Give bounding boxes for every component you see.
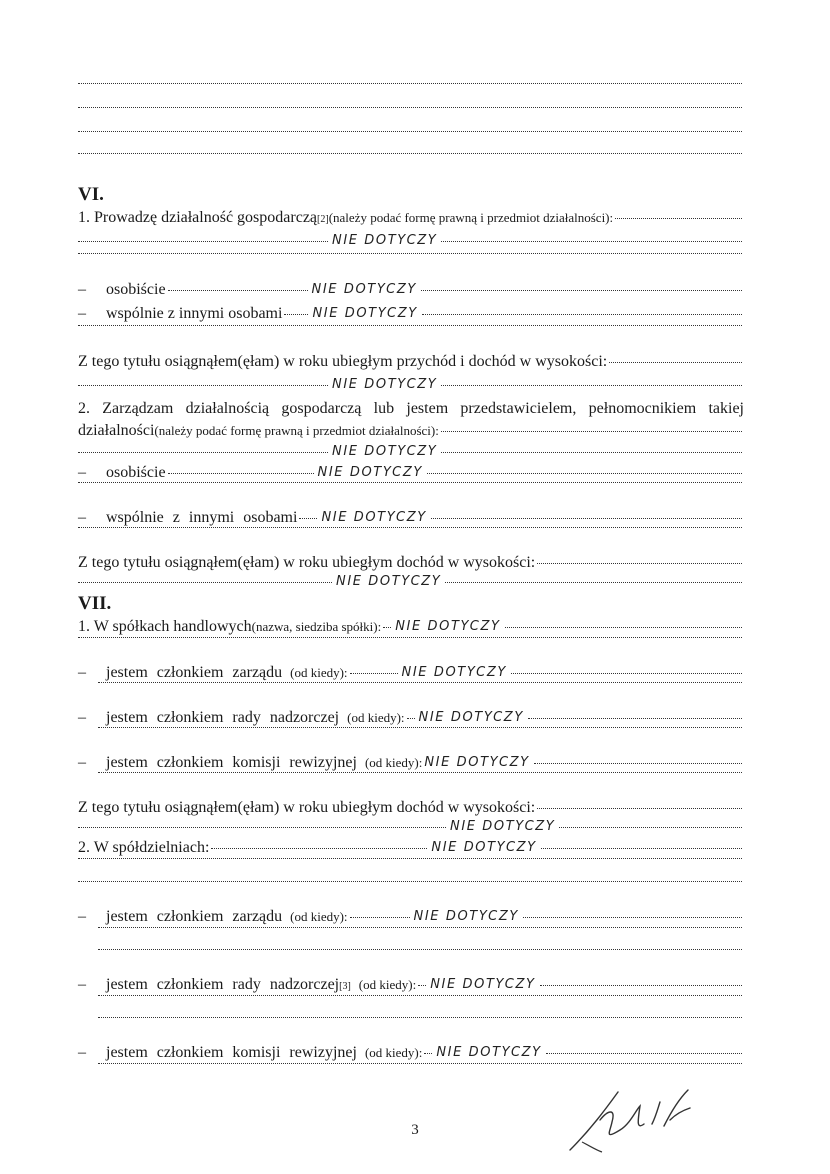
blank-line [78, 86, 744, 87]
blank-line [78, 861, 744, 862]
s6-item2-personally: – osobiście NIE DOTYCZY [78, 463, 744, 484]
s7-coop-board: – jestem członkiem zarządu (od kiedy): NIE DOTYCZY [78, 907, 744, 928]
s7-supervisory: – jestem członkiem rady nadzorczej (od kiedy): NIE DOTYCZY [78, 708, 744, 729]
s6-personally: – osobiście NIE DOTYCZY [78, 280, 744, 301]
blank-line [98, 775, 744, 776]
blank-line [98, 1066, 744, 1067]
blank-line [78, 110, 744, 111]
s6-income-income: Z tego tytułu osiągnąłem(ęłam) w roku ubiegłym przychód i dochód w wysokości: [78, 352, 744, 372]
signature [560, 1080, 720, 1160]
section-6-heading: VI. [78, 184, 104, 205]
s6-income: Z tego tytułu osiągnąłem(ęłam) w roku ubiegłym dochód w wysokości: [78, 553, 744, 573]
blank-line [78, 256, 744, 257]
blank-line [78, 884, 744, 885]
s7-board: – jestem członkiem zarządu (od kiedy): NIE DOTYCZY [78, 663, 744, 684]
s6-income2-answer: NIE DOTYCZY [78, 573, 744, 593]
s6-item2-line2: działalności (należy podać formę prawną i przedmiot działalności): [78, 421, 744, 441]
s7-audit: – jestem członkiem komisji rewizyjnej (od kiedy): NIE DOTYCZY [78, 753, 744, 774]
s6-jointly: – wspólnie z innymi osobami NIE DOTYCZY [78, 304, 744, 325]
s7-income: Z tego tytułu osiągnąłem(ęłam) w roku ubiegłym dochód w wysokości: [78, 798, 744, 818]
s6-item2-answer: NIE DOTYCZY [78, 443, 744, 463]
blank-line [98, 952, 744, 953]
page-number: 3 [411, 1122, 419, 1138]
s7-coop-supervisory: – jestem członkiem rady nadzorczej [3] (od kiedy): NIE DOTYCZY [78, 975, 744, 996]
blank-line [98, 730, 744, 731]
blank-line [78, 328, 744, 329]
blank-line [98, 685, 744, 686]
blank-line [78, 640, 744, 641]
s7-item1: 1. W spółkach handlowych (nazwa, siedziba spółki): NIE DOTYCZY [78, 617, 744, 638]
s7-item2: 2. W spółdzielniach: NIE DOTYCZY [78, 838, 744, 859]
s7-coop-audit: – jestem członkiem komisji rewizyjnej (od kiedy): NIE DOTYCZY [78, 1043, 744, 1064]
blank-line [78, 530, 744, 531]
blank-line [78, 156, 744, 157]
blank-line [98, 930, 744, 931]
blank-line [78, 485, 744, 486]
blank-line [98, 998, 744, 999]
s6-item2-line1: 2. Zarządzam działalnością gospodarczą lub jestem przedstawicielem, pełnomocnikiem takiej [78, 400, 744, 417]
s6-item1: 1. Prowadzę działalność gospodarczą [2] (należy podać formę prawną i przedmiot działalności): [78, 208, 744, 228]
section-7-heading: VII. [78, 593, 112, 614]
s6-income-answer: NIE DOTYCZY [78, 376, 744, 396]
s7-income-answer: NIE DOTYCZY [78, 818, 744, 838]
blank-line [78, 134, 744, 135]
s6-item2-jointly: – wspólnie z innymi osobami NIE DOTYCZY [78, 508, 744, 529]
blank-line [98, 1020, 744, 1021]
s6-item1-answer: NIE DOTYCZY [78, 232, 744, 252]
